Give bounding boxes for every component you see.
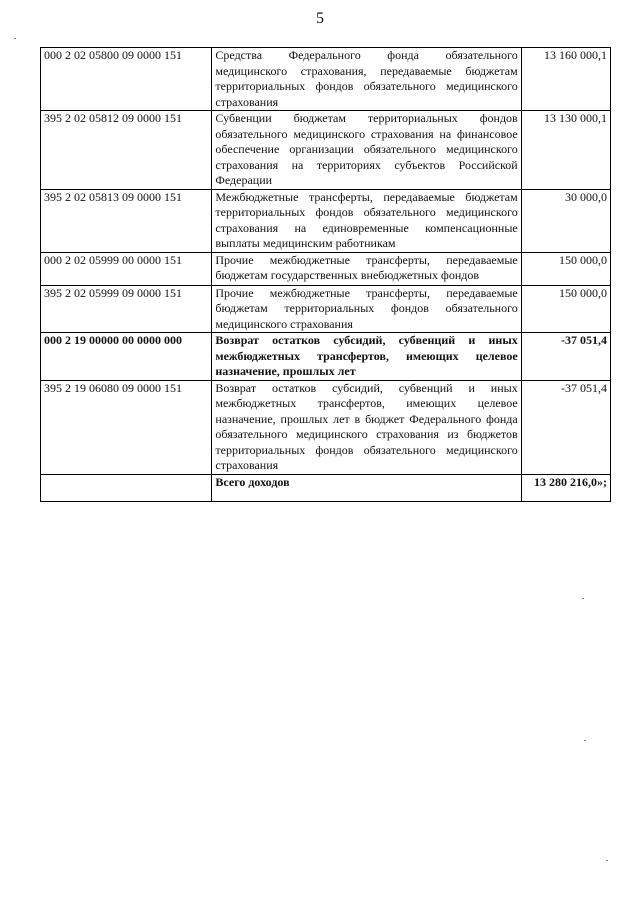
budget-code: 395 2 19 06080 09 0000 151 — [41, 380, 212, 474]
scan-speck — [606, 860, 608, 861]
budget-code: 000 2 02 05999 00 0000 151 — [41, 252, 212, 285]
amount: 13 130 000,1 — [521, 111, 610, 190]
total-amount: 13 280 216,0»; — [521, 474, 610, 501]
budget-code: 395 2 02 05999 09 0000 151 — [41, 285, 212, 333]
scan-speck — [14, 38, 16, 39]
table-row — [41, 285, 611, 333]
total-row — [41, 474, 611, 501]
revenue-description: Возврат остатков субсидий, субвенций и иных межбюджетных трансфертов, имеющих целевое назначение, прошлых лет в бюджет Федерального фонда обязательного медицинского страхования из бюджетов территориальных фондов обязательного медицинского страхования — [212, 380, 521, 474]
table-row — [41, 380, 611, 474]
total-label: Всего доходов — [212, 474, 521, 501]
scan-speck — [582, 598, 584, 599]
table-row — [41, 111, 611, 190]
total-code — [41, 474, 212, 501]
amount: 30 000,0 — [521, 189, 610, 252]
budget-code: 395 2 02 05812 09 0000 151 — [41, 111, 212, 190]
scan-speck — [584, 740, 586, 741]
revenue-description: Прочие межбюджетные трансферты, передаваемые бюджетам территориальных фондов обязательного медицинского страхования — [212, 285, 521, 333]
page-number: 5 — [316, 10, 324, 27]
amount: 13 160 000,1 — [521, 48, 610, 111]
revenue-table — [40, 47, 611, 502]
budget-code: 000 2 19 00000 00 0000 000 — [41, 333, 212, 381]
revenue-description: Прочие межбюджетные трансферты, передаваемые бюджетам государственных внебюджетных фондов — [212, 252, 521, 285]
table-row — [41, 252, 611, 285]
revenue-description: Межбюджетные трансферты, передаваемые бюджетам территориальных фондов обязательного медицинского страхования на единовременные компенсационные выплаты медицинским работникам — [212, 189, 521, 252]
table-row — [41, 48, 611, 111]
amount: 150 000,0 — [521, 285, 610, 333]
budget-code: 395 2 02 05813 09 0000 151 — [41, 189, 212, 252]
revenue-description: Субвенции бюджетам территориальных фондов обязательного медицинского страхования на финансовое обеспечение организации обязательного медицинского страхования на территориях субъектов Российской Федерации — [212, 111, 521, 190]
table-row — [41, 189, 611, 252]
table-row — [41, 333, 611, 381]
amount: -37 051,4 — [521, 380, 610, 474]
budget-code: 000 2 02 05800 09 0000 151 — [41, 48, 212, 111]
revenue-description: Возврат остатков субсидий, субвенций и иных межбюджетных трансфертов, имеющих целевое назначение, прошлых лет — [212, 333, 521, 381]
amount: 150 000,0 — [521, 252, 610, 285]
revenue-description: Средства Федерального фонда обязательного медицинского страхования, передаваемые бюджетам территориальных фондов обязательного медицинского страхования — [212, 48, 521, 111]
amount: -37 051,4 — [521, 333, 610, 381]
